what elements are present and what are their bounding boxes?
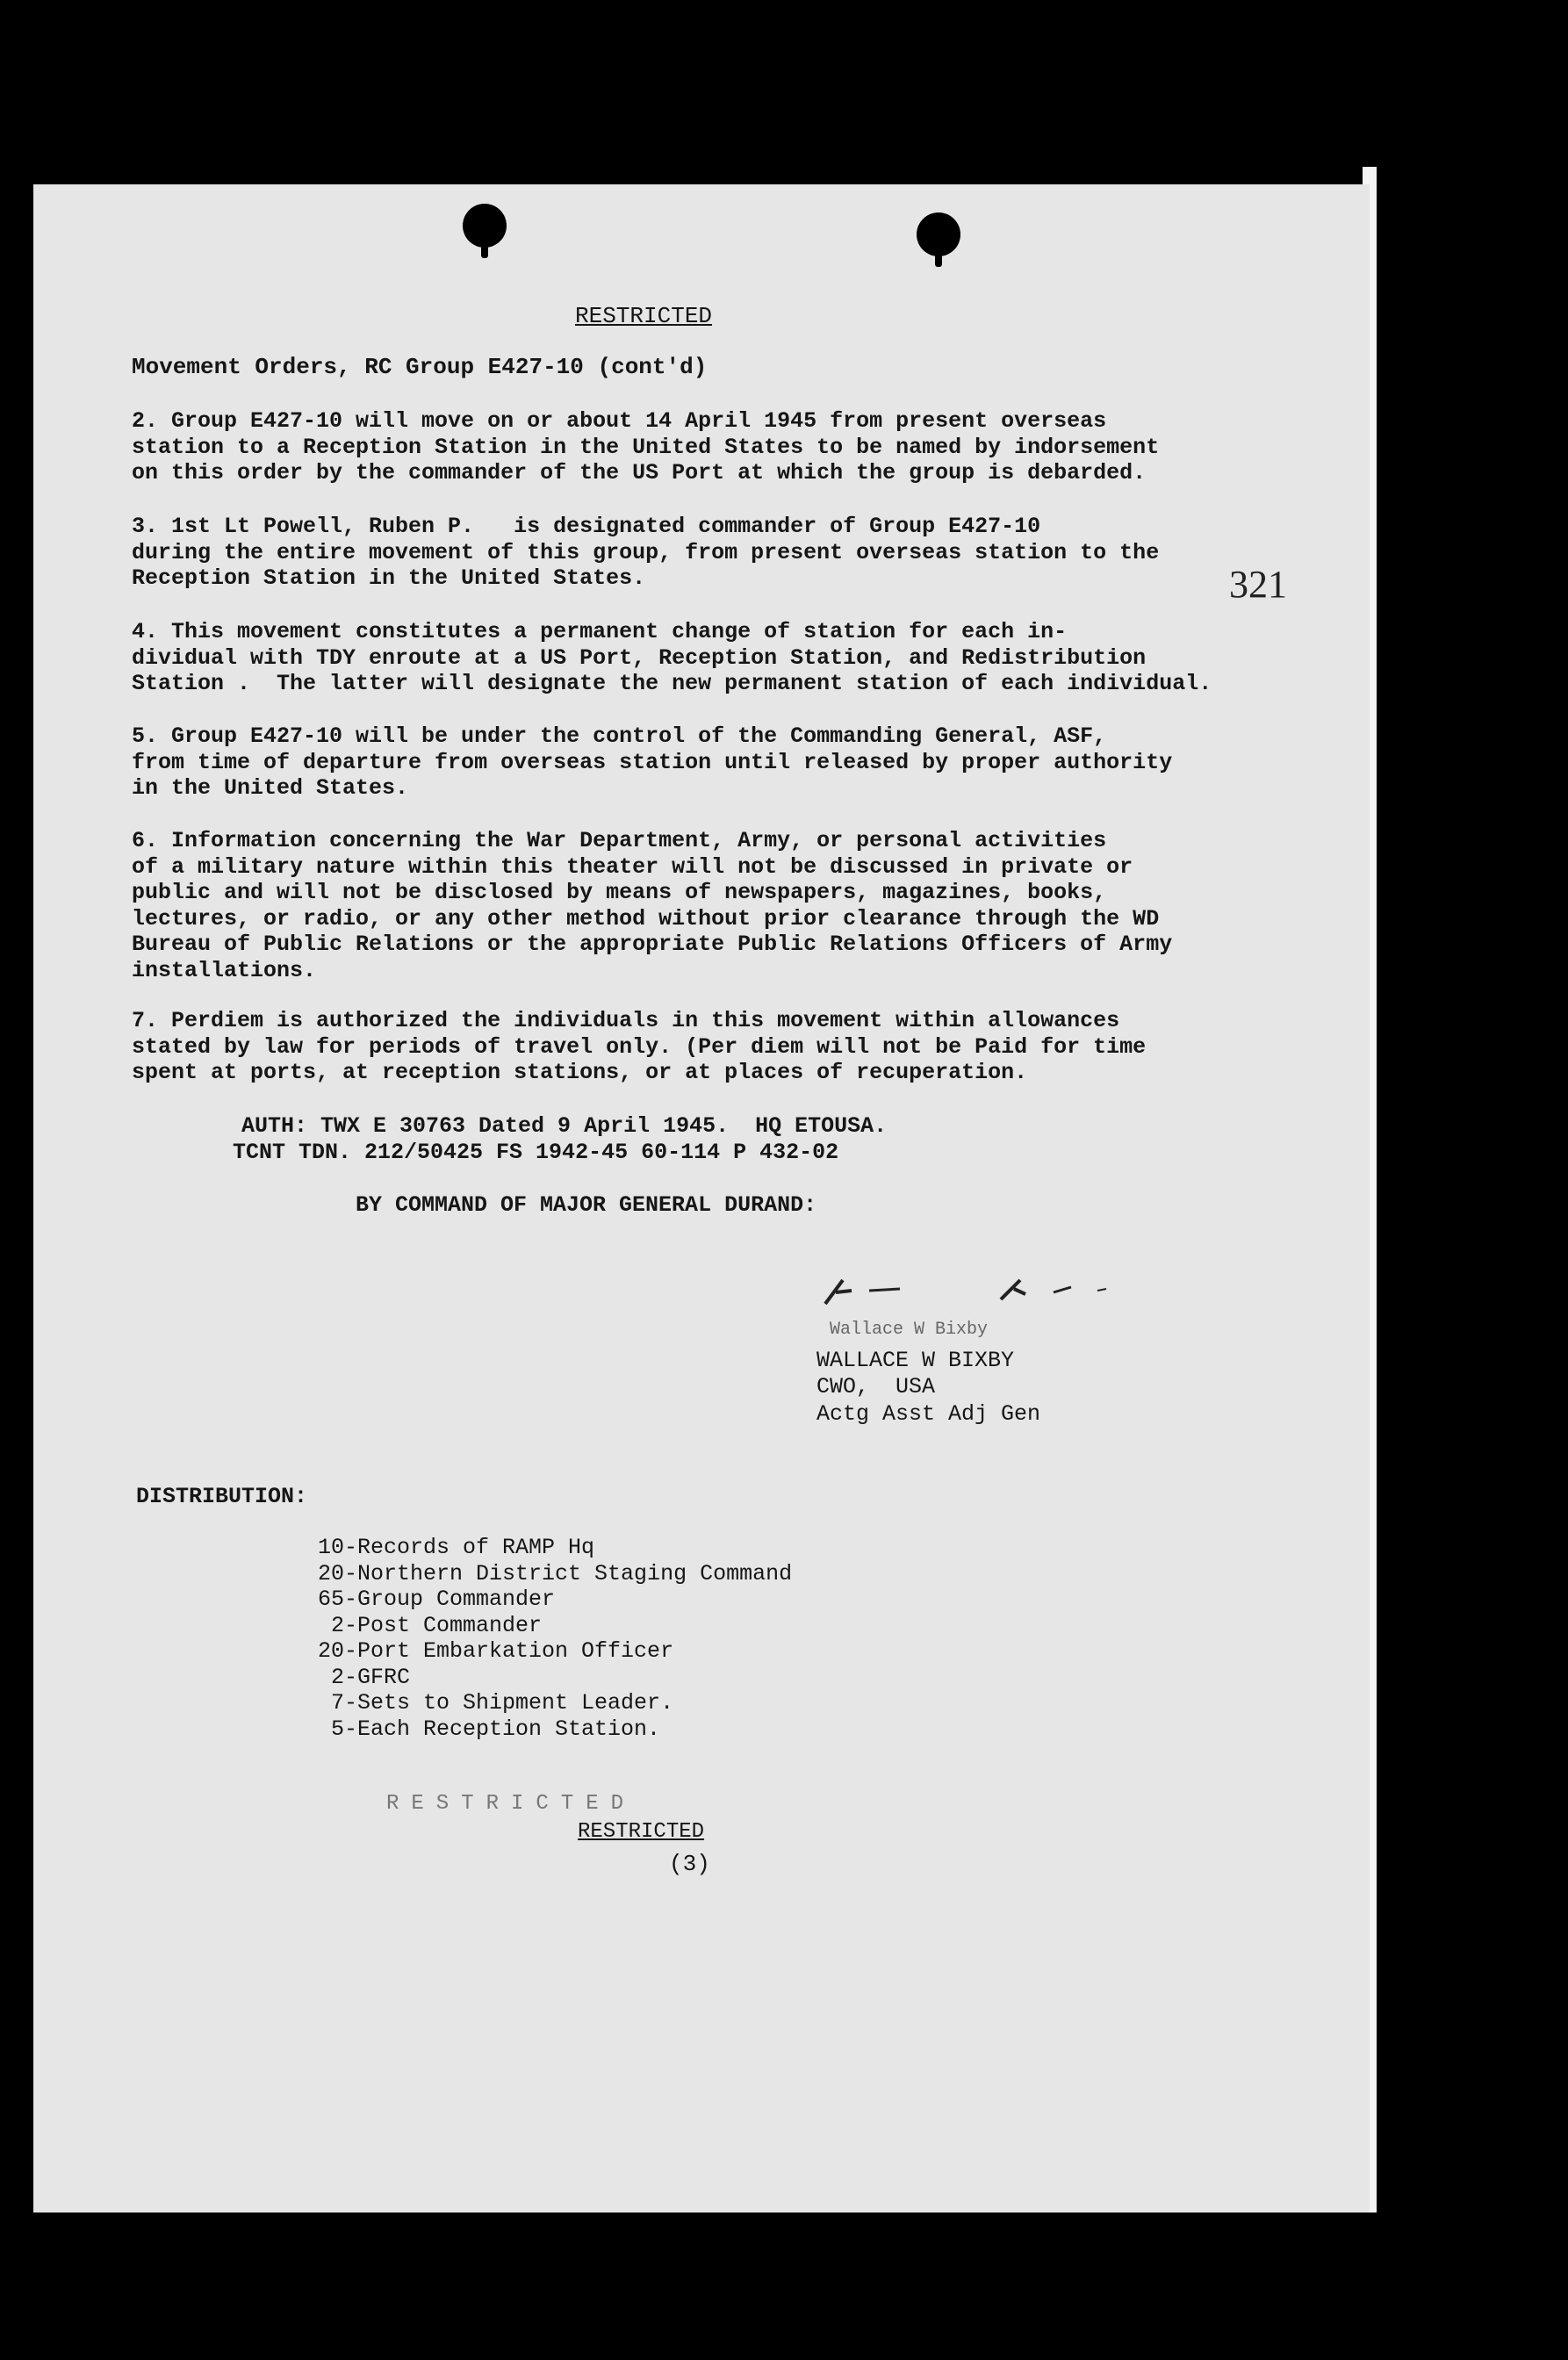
- punch-hole-left: [463, 204, 507, 248]
- footer-page-number: (3): [669, 1851, 710, 1877]
- handwritten-signature: [816, 1264, 1133, 1317]
- signer-title: Actg Asst Adj Gen: [816, 1401, 1041, 1427]
- paragraph-3: 3. 1st Lt Powell, Ruben P. is designated commander of Group E427-10 during the entire movement of this group, from present overseas station to the Reception Station in the United States.: [132, 514, 1160, 591]
- paragraph-4: 4. This movement constitutes a permanent change of station for each in- dividual with TDY enroute at a US Port, Reception Station, and Redistribution Station . The latter will designate the new permanent station of each individual.: [132, 619, 1212, 696]
- distribution-item: 2-Post Commander: [318, 1612, 543, 1638]
- distribution-item: 65-Group Commander: [318, 1587, 556, 1612]
- signer-rank: CWO, USA: [816, 1374, 936, 1399]
- page-title: Movement Orders, RC Group E427-10 (cont'd): [132, 354, 708, 380]
- auth-line-1: AUTH: TWX E 30763 Dated 9 April 1945. HQ ETOUSA.: [241, 1113, 888, 1139]
- command-line: BY COMMAND OF MAJOR GENERAL DURAND:: [356, 1192, 817, 1218]
- distribution-item: 20-Port Embarkation Officer: [318, 1638, 674, 1664]
- footer-classification: RESTRICTED: [578, 1820, 705, 1844]
- footer-classification-faint: RESTRICTED: [386, 1792, 637, 1816]
- paragraph-6: 6. Information concerning the War Department, Army, or personal activities of a military nature within this theater will not be discussed in private or public and will not be disclosed by means of newspapers, magazines, books, lectures, or radio, or any other method without prior clearance through the WD Bureau of Public Relations or the appropriate Public Relations Officers of Army installations.: [132, 828, 1173, 983]
- distribution-item: 10-Records of RAMP Hq: [318, 1535, 595, 1560]
- distribution-item: 7-Sets to Shipment Leader.: [318, 1690, 674, 1716]
- header-classification: RESTRICTED: [575, 303, 713, 329]
- auth-line-2: TCNT TDN. 212/50425 FS 1942-45 60-114 P 432-02: [233, 1140, 839, 1165]
- punch-hole-right: [917, 212, 960, 256]
- signature-typed-faint: Wallace W Bixby: [830, 1320, 989, 1340]
- distribution-list: [318, 1535, 792, 1742]
- distribution-item: 20-Northern District Staging Command: [318, 1560, 793, 1587]
- page-mark: 321: [1229, 563, 1287, 606]
- distribution-heading: DISTRIBUTION:: [136, 1484, 308, 1509]
- paragraph-2: 2. Group E427-10 will move on or about 14 April 1945 from present overseas station to a Reception Station in the United States to be named by indorsement on this order by the commander of the US Port at which the group is debarded.: [132, 408, 1160, 486]
- paragraph-7: 7. Perdiem is authorized the individuals in this movement within allowances stated by law for periods of travel only. (Per diem will not be Paid for time spent at ports, at reception stations, or at places of recuperation.: [132, 1008, 1147, 1085]
- distribution-item: 5-Each Reception Station.: [318, 1716, 661, 1742]
- signer-name: WALLACE W BIXBY: [816, 1348, 1015, 1373]
- distribution-item: 2-GFRC: [318, 1664, 411, 1690]
- paragraph-5: 5. Group E427-10 will be under the control of the Commanding General, ASF, from time of departure from overseas station until released by proper authority in the United States.: [132, 723, 1173, 801]
